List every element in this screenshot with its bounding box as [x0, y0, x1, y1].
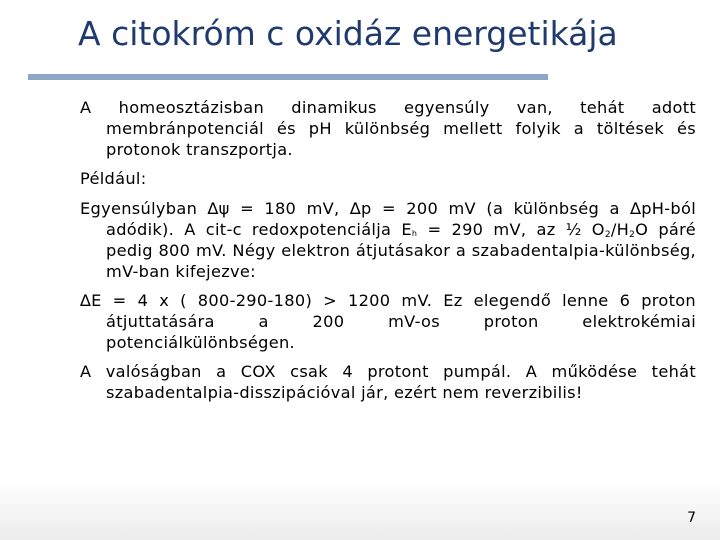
- paragraph-homeostasis: A homeosztázisban dinamikus egyensúly van, tehát adott membránpotenciál és pH különbség mellett folyik a töltések és protonok transzportja.: [80, 98, 696, 159]
- subscript-h: h: [411, 229, 418, 238]
- title-underline-bar: [28, 74, 548, 80]
- equilibrium-text-1: Egyensúlyban ∆ψ = 180 mV, ∆p = 200 mV (a különbség a ∆pH-ból adódik). A cit-c redoxpotenciálja E: [80, 199, 696, 239]
- page-number: 7: [687, 510, 696, 526]
- slide-title: A citokróm c oxidáz energetikája: [78, 14, 618, 53]
- equilibrium-text-4: O páré pedig 800 mV. Négy elektron átjutásakor a szabadentalpia-különbség, mV-ban kifejezve:: [106, 220, 696, 281]
- paragraph-reality: A valóságban a COX csak 4 protont pumpál. A működése tehát szabadentalpia-disszipációval jár, ezért nem reverzibilis!: [80, 362, 696, 402]
- footer-band: [0, 480, 720, 540]
- paragraph-delta-e: ∆E = 4 x ( 800-290-180) > 1200 mV. Ez elegendő lenne 6 proton átjuttatására a 200 mV-os proton elektrokémiai potenciálkülönbségen.: [80, 291, 696, 352]
- subscript-2-oxygen: 2: [604, 230, 611, 240]
- slide-content: [80, 97, 696, 411]
- paragraph-example-label: Például:: [80, 169, 147, 188]
- equilibrium-text-3: /H: [610, 220, 630, 239]
- paragraph-equilibrium: [80, 198, 696, 282]
- equilibrium-text-2: = 290 mV, az ½ O: [417, 220, 605, 239]
- subscript-2-hydrogen: 2: [629, 230, 636, 240]
